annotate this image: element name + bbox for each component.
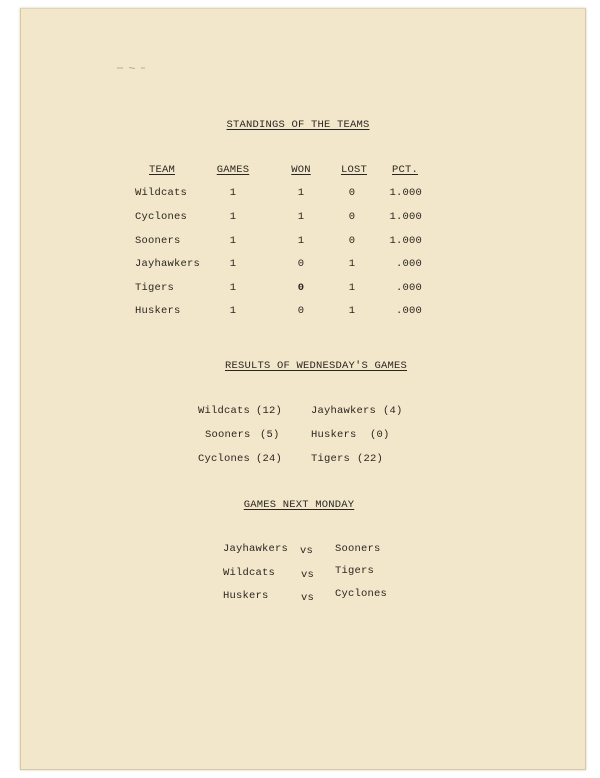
header-team: TEAM [148,164,176,176]
upcoming-home: Huskers [223,590,269,602]
standings-pct: 1.000 [389,211,422,223]
result-team1: Sooners [205,429,251,441]
standings-team: Tigers [135,282,175,294]
result-team1: Cyclones [198,453,251,465]
standings-pct: .000 [395,305,422,317]
header-lost: LOST [340,164,368,176]
standings-games: 1 [229,235,237,247]
standings-pct: 1.000 [389,235,422,247]
standings-won: 0 [297,258,305,270]
standings-lost: 0 [348,235,356,247]
upcoming-away: Sooners [335,543,381,555]
standings-games: 1 [229,305,237,317]
standings-games: 1 [229,258,237,270]
standings-won: 1 [297,211,305,223]
standings-lost: 1 [348,282,356,294]
header-games: GAMES [216,164,250,176]
result-team2: Tigers [311,453,351,465]
standings-pct: 1.000 [389,187,422,199]
header-won: WON [291,164,311,176]
standings-team: Wildcats [135,187,188,199]
upcoming-vs: vs [301,592,315,604]
standings-games: 1 [229,282,237,294]
results-title: RESULTS OF WEDNESDAY'S GAMES [224,360,408,372]
result-score2: (4) [383,405,403,417]
standings-team: Jayhawkers [135,258,201,270]
standings-team: Sooners [135,235,181,247]
standings-pct: .000 [395,282,422,294]
result-score1: (12) [256,405,283,417]
standings-pct: .000 [395,258,422,270]
standings-team: Cyclones [135,211,188,223]
standings-lost: 1 [348,258,356,270]
result-score2: (22) [357,453,384,465]
result-team2: Huskers [311,429,357,441]
result-score1: (5) [260,429,280,441]
standings-games: 1 [229,211,237,223]
upcoming-title: GAMES NEXT MONDAY [243,499,355,511]
standings-won: 1 [297,187,305,199]
standings-won: 0 [297,305,305,317]
upcoming-vs: vs [300,545,314,557]
result-team1: Wildcats [198,405,251,417]
standings-lost: 1 [348,305,356,317]
result-score1: (24) [256,453,283,465]
upcoming-vs: vs [301,569,315,581]
standings-games: 1 [229,187,237,199]
header-pct: PCT. [391,164,419,176]
standings-team: Huskers [135,305,181,317]
upcoming-away: Cyclones [335,588,388,600]
result-score2: (0) [370,429,390,441]
standings-won: 0 [297,282,305,294]
pencil-mark [115,66,155,70]
upcoming-home: Jayhawkers [223,543,289,555]
standings-title: STANDINGS OF THE TEAMS [226,119,370,131]
result-team2: Jayhawkers [311,405,377,417]
standings-lost: 0 [348,187,356,199]
upcoming-home: Wildcats [223,567,276,579]
upcoming-away: Tigers [335,565,375,577]
standings-lost: 0 [348,211,356,223]
standings-won: 1 [297,235,305,247]
